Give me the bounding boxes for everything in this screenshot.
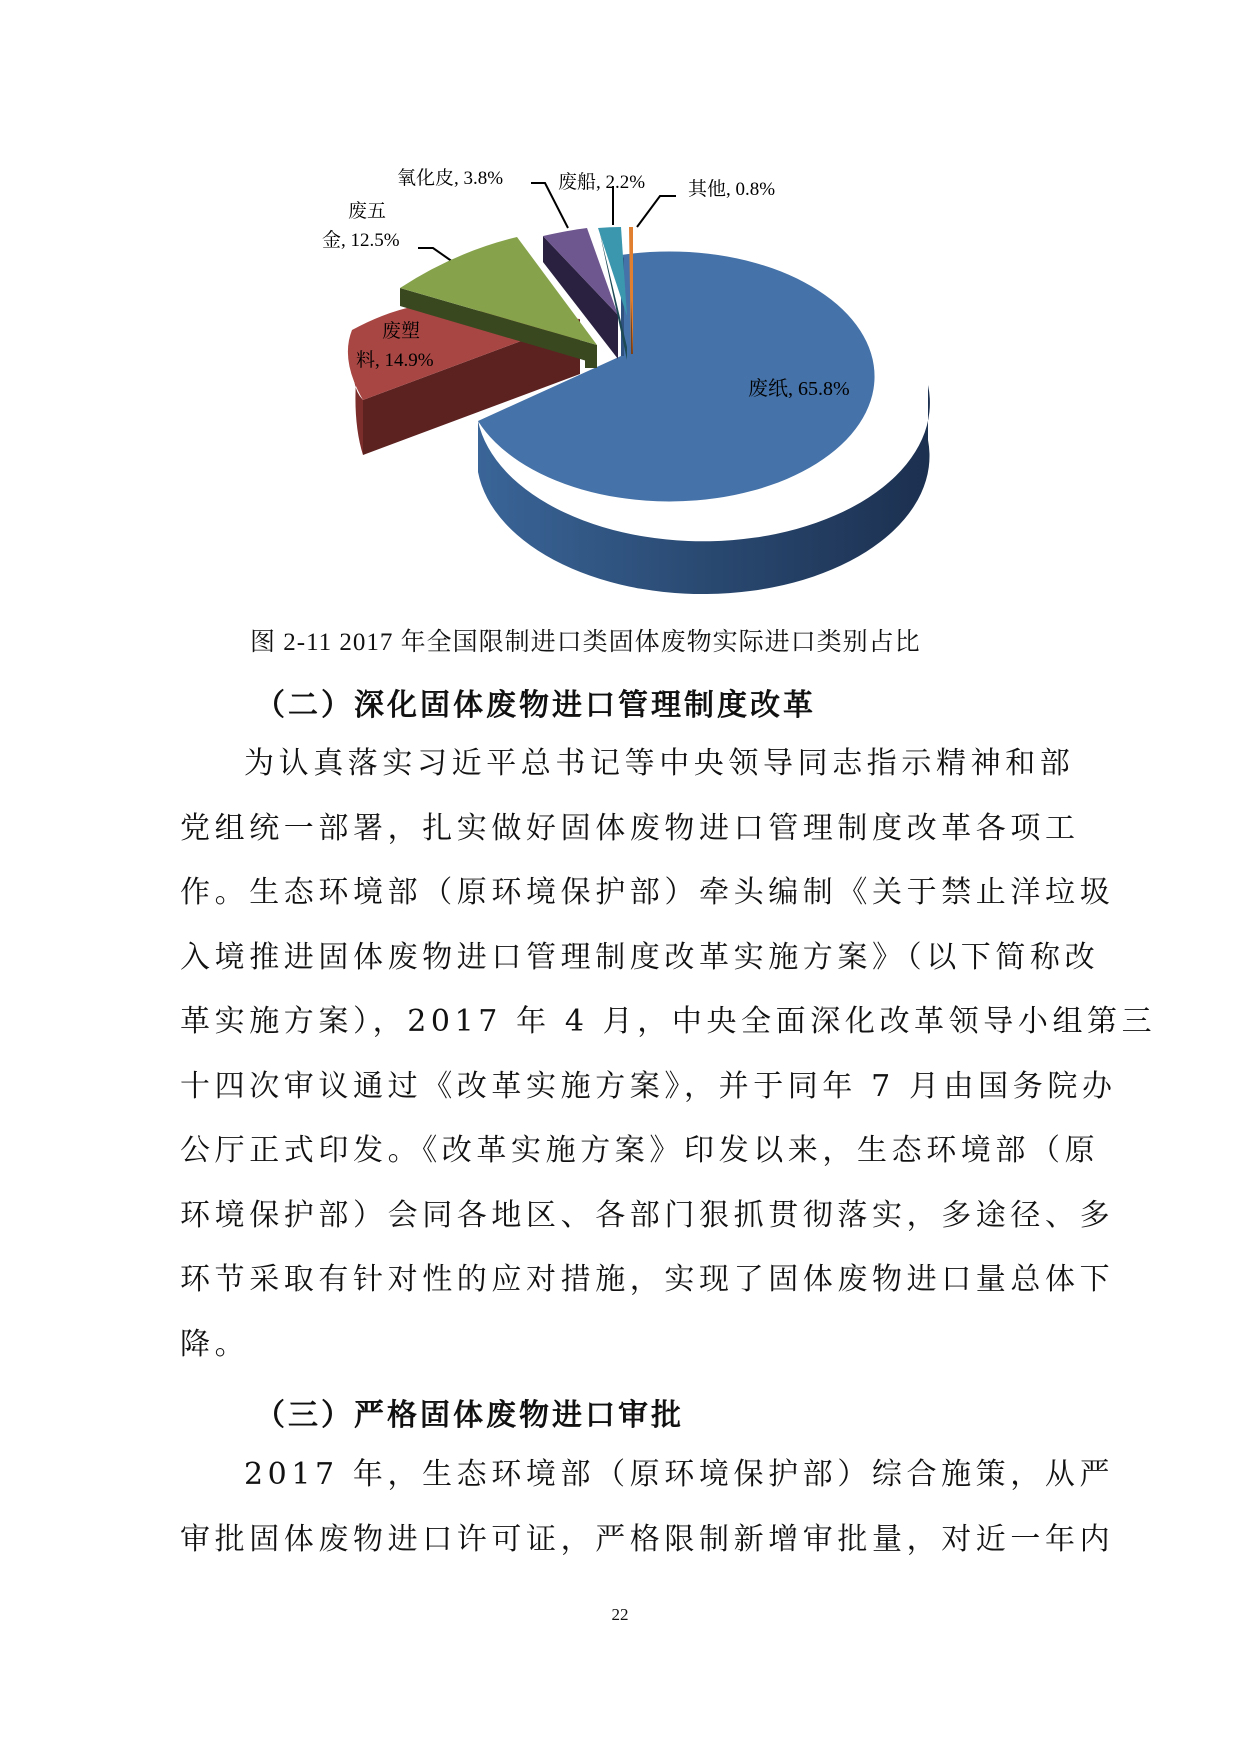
text-line: 十四次审议通过《改革实施方案》，并于同年 7 月由国务院办 bbox=[180, 1068, 1117, 1104]
label-metal-line2: 金, 12.5% bbox=[322, 230, 400, 251]
text-line: 革实施方案），2017 年 4 月，中央全面深化改革领导小组第三 bbox=[180, 1004, 1157, 1039]
page-number: 22 bbox=[611, 1605, 629, 1624]
section-3-paragraph bbox=[180, 1443, 1115, 1572]
text-line: 2017 年，生态环境部（原环境保护部）综合施策，从严 bbox=[244, 1457, 1115, 1492]
text-line: 降。 bbox=[180, 1326, 250, 1362]
label-other: 其他, 0.8% bbox=[688, 179, 776, 200]
section-heading-3: （三）严格固体废物进口审批 bbox=[255, 1398, 684, 1433]
text-line: 入境推进固体废物进口管理制度改革实施方案》（以下简称改 bbox=[180, 939, 1100, 975]
label-plastic-line2: 料, 14.9% bbox=[356, 350, 434, 371]
text-line: 作。生态环境部（原环境保护部）牵头编制《关于禁止洋垃圾 bbox=[180, 875, 1115, 910]
section-heading-2: （二）深化固体废物进口管理制度改革 bbox=[255, 688, 816, 723]
text-line: 环节采取有针对性的应对措施，实现了固体废物进口量总体下 bbox=[180, 1262, 1115, 1297]
label-ship: 废船, 2.2% bbox=[558, 172, 646, 193]
label-scale: 氧化皮, 3.8% bbox=[397, 168, 504, 189]
label-plastic-line1: 废塑 bbox=[382, 321, 421, 342]
section-2-paragraph bbox=[180, 732, 1157, 1377]
pie-chart-graphic bbox=[0, 0, 1240, 600]
figure-caption: 图 2-11 2017 年全国限制进口类固体废物实际进口类别占比 bbox=[250, 629, 921, 656]
text-line: 环境保护部）会同各地区、各部门狠抓贯彻落实，多途径、多 bbox=[180, 1197, 1115, 1233]
text-line: 为认真落实习近平总书记等中央领导同志指示精神和部 bbox=[244, 746, 1075, 781]
text-line: 党组统一部署，扎实做好固体废物进口管理制度改革各项工 bbox=[180, 810, 1080, 846]
label-metal-line1: 废五 bbox=[348, 201, 387, 222]
text-line: 审批固体废物进口许可证，严格限制新增审批量，对近一年内 bbox=[180, 1521, 1115, 1557]
pie-chart bbox=[0, 0, 1240, 600]
text-line: 公厅正式印发。《改革实施方案》印发以来，生态环境部（原 bbox=[180, 1133, 1100, 1168]
label-paper: 废纸, 65.8% bbox=[748, 378, 850, 400]
